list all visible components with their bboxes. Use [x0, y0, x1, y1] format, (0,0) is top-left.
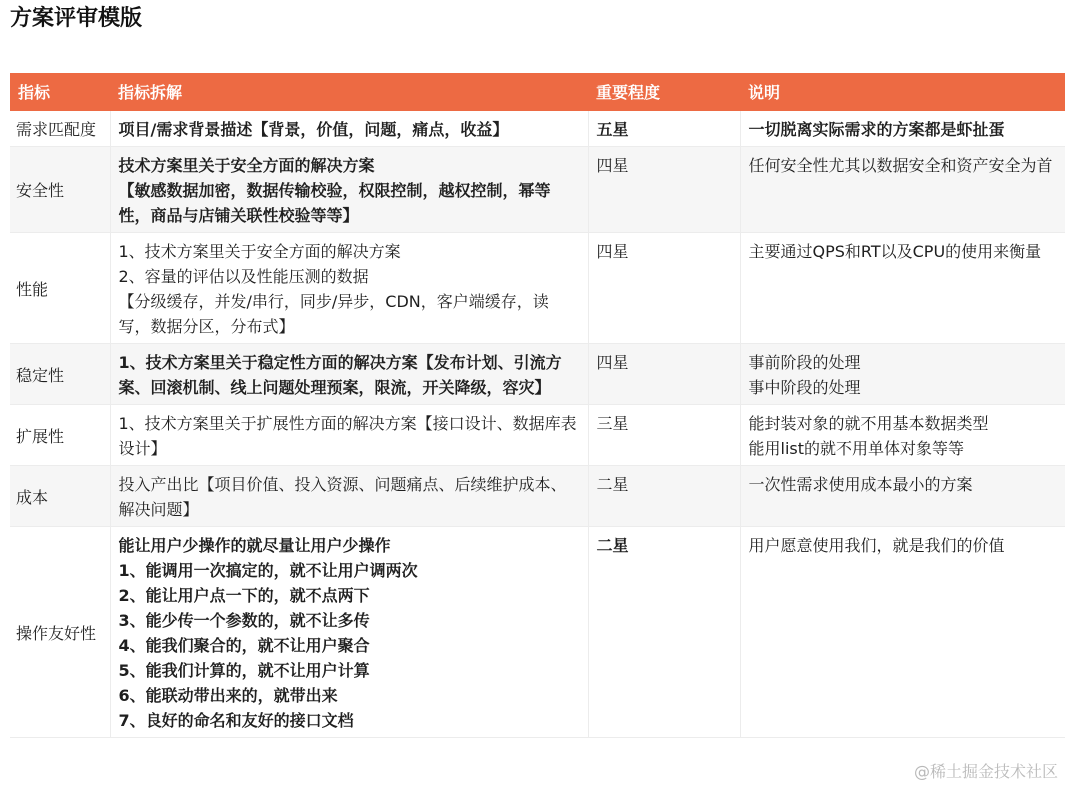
breakdown-line: 技术方案里关于安全方面的解决方案 — [118, 156, 375, 175]
metric-name: 稳定性 — [10, 344, 110, 405]
breakdown-line: 1、技术方案里关于扩展性方面的解决方案【接口设计、数据库表设计】 — [118, 414, 577, 458]
metric-breakdown — [110, 147, 588, 233]
table-row — [10, 405, 1065, 466]
metric-name: 扩展性 — [10, 405, 110, 466]
metric-note — [740, 527, 1065, 738]
table-header-row — [10, 73, 1065, 111]
metric-breakdown — [110, 466, 588, 527]
header-breakdown: 指标拆解 — [110, 73, 588, 111]
importance-level: 二星 — [588, 527, 740, 738]
breakdown-line: 4、能我们聚合的，就不让用户聚合 — [118, 636, 370, 655]
importance-level: 四星 — [588, 344, 740, 405]
page-title: 方案评审模版 — [10, 6, 143, 31]
note-line: 能封装对象的就不用基本数据类型 — [748, 414, 989, 433]
breakdown-line: 1、技术方案里关于稳定性方面的解决方案【发布计划、引流方案、回滚机制、线上问题处理预案，限流，开关降级，容灾】 — [118, 353, 562, 397]
note-line: 主要通过QPS和RT以及CPU的使用来衡量 — [748, 242, 1042, 261]
breakdown-line: 【分级缓存，并发/串行，同步/异步，CDN，客户端缓存，读写，数据分区，分布式】 — [118, 292, 549, 336]
watermark: @稀土掘金技术社区 — [913, 762, 1058, 781]
table-row — [10, 147, 1065, 233]
importance-level: 二星 — [588, 466, 740, 527]
metric-breakdown — [110, 111, 588, 147]
breakdown-line: 能让用户少操作的就尽量让用户少操作 — [118, 536, 391, 555]
header-importance: 重要程度 — [588, 73, 740, 111]
table-row — [10, 344, 1065, 405]
importance-level: 三星 — [588, 405, 740, 466]
note-line: 事中阶段的处理 — [748, 378, 861, 397]
metric-note — [740, 405, 1065, 466]
table-row — [10, 111, 1065, 147]
note-line: 事前阶段的处理 — [748, 353, 861, 372]
metric-name: 操作友好性 — [10, 527, 110, 738]
metric-name: 需求匹配度 — [10, 111, 110, 147]
note-line: 一切脱离实际需求的方案都是虾扯蛋 — [748, 120, 1005, 139]
breakdown-line: 投入产出比【项目价值、投入资源、问题痛点、后续维护成本、解决问题】 — [118, 475, 567, 519]
metric-note — [740, 466, 1065, 527]
importance-level: 四星 — [588, 147, 740, 233]
note-line: 一次性需求使用成本最小的方案 — [748, 475, 973, 494]
note-line: 能用list的就不用单体对象等等 — [748, 439, 965, 458]
metric-name: 成本 — [10, 466, 110, 527]
metric-note — [740, 147, 1065, 233]
metric-breakdown — [110, 527, 588, 738]
note-line: 用户愿意使用我们，就是我们的价值 — [748, 536, 1005, 555]
breakdown-line: 1、技术方案里关于安全方面的解决方案 — [118, 242, 401, 261]
metric-breakdown — [110, 233, 588, 344]
breakdown-line: 2、能让用户点一下的，就不点两下 — [118, 586, 370, 605]
breakdown-line: 5、能我们计算的，就不让用户计算 — [118, 661, 370, 680]
note-line: 任何安全性尤其以数据安全和资产安全为首 — [748, 156, 1053, 175]
metric-breakdown — [110, 344, 588, 405]
table-body — [10, 111, 1065, 738]
metric-note — [740, 344, 1065, 405]
metric-note — [740, 233, 1065, 344]
header-note: 说明 — [740, 73, 1065, 111]
breakdown-line: 1、能调用一次搞定的，就不让用户调两次 — [118, 561, 418, 580]
table-row — [10, 466, 1065, 527]
table-row — [10, 233, 1065, 344]
importance-level: 四星 — [588, 233, 740, 344]
metric-breakdown — [110, 405, 588, 466]
table-row — [10, 527, 1065, 738]
metric-name: 性能 — [10, 233, 110, 344]
metric-name: 安全性 — [10, 147, 110, 233]
header-metric: 指标 — [10, 73, 110, 111]
breakdown-line: 【敏感数据加密，数据传输校验，权限控制，越权控制，幂等性，商品与店铺关联性校验等等】 — [118, 181, 551, 225]
breakdown-line: 7、良好的命名和友好的接口文档 — [118, 711, 354, 730]
importance-level: 五星 — [588, 111, 740, 147]
breakdown-line: 2、容量的评估以及性能压测的数据 — [118, 267, 369, 286]
breakdown-line: 3、能少传一个参数的，就不让多传 — [118, 611, 370, 630]
metric-note — [740, 111, 1065, 147]
breakdown-line: 6、能联动带出来的，就带出来 — [118, 686, 338, 705]
review-template-table — [10, 73, 1065, 738]
breakdown-line: 项目/需求背景描述【背景，价值，问题，痛点，收益】 — [118, 120, 509, 139]
